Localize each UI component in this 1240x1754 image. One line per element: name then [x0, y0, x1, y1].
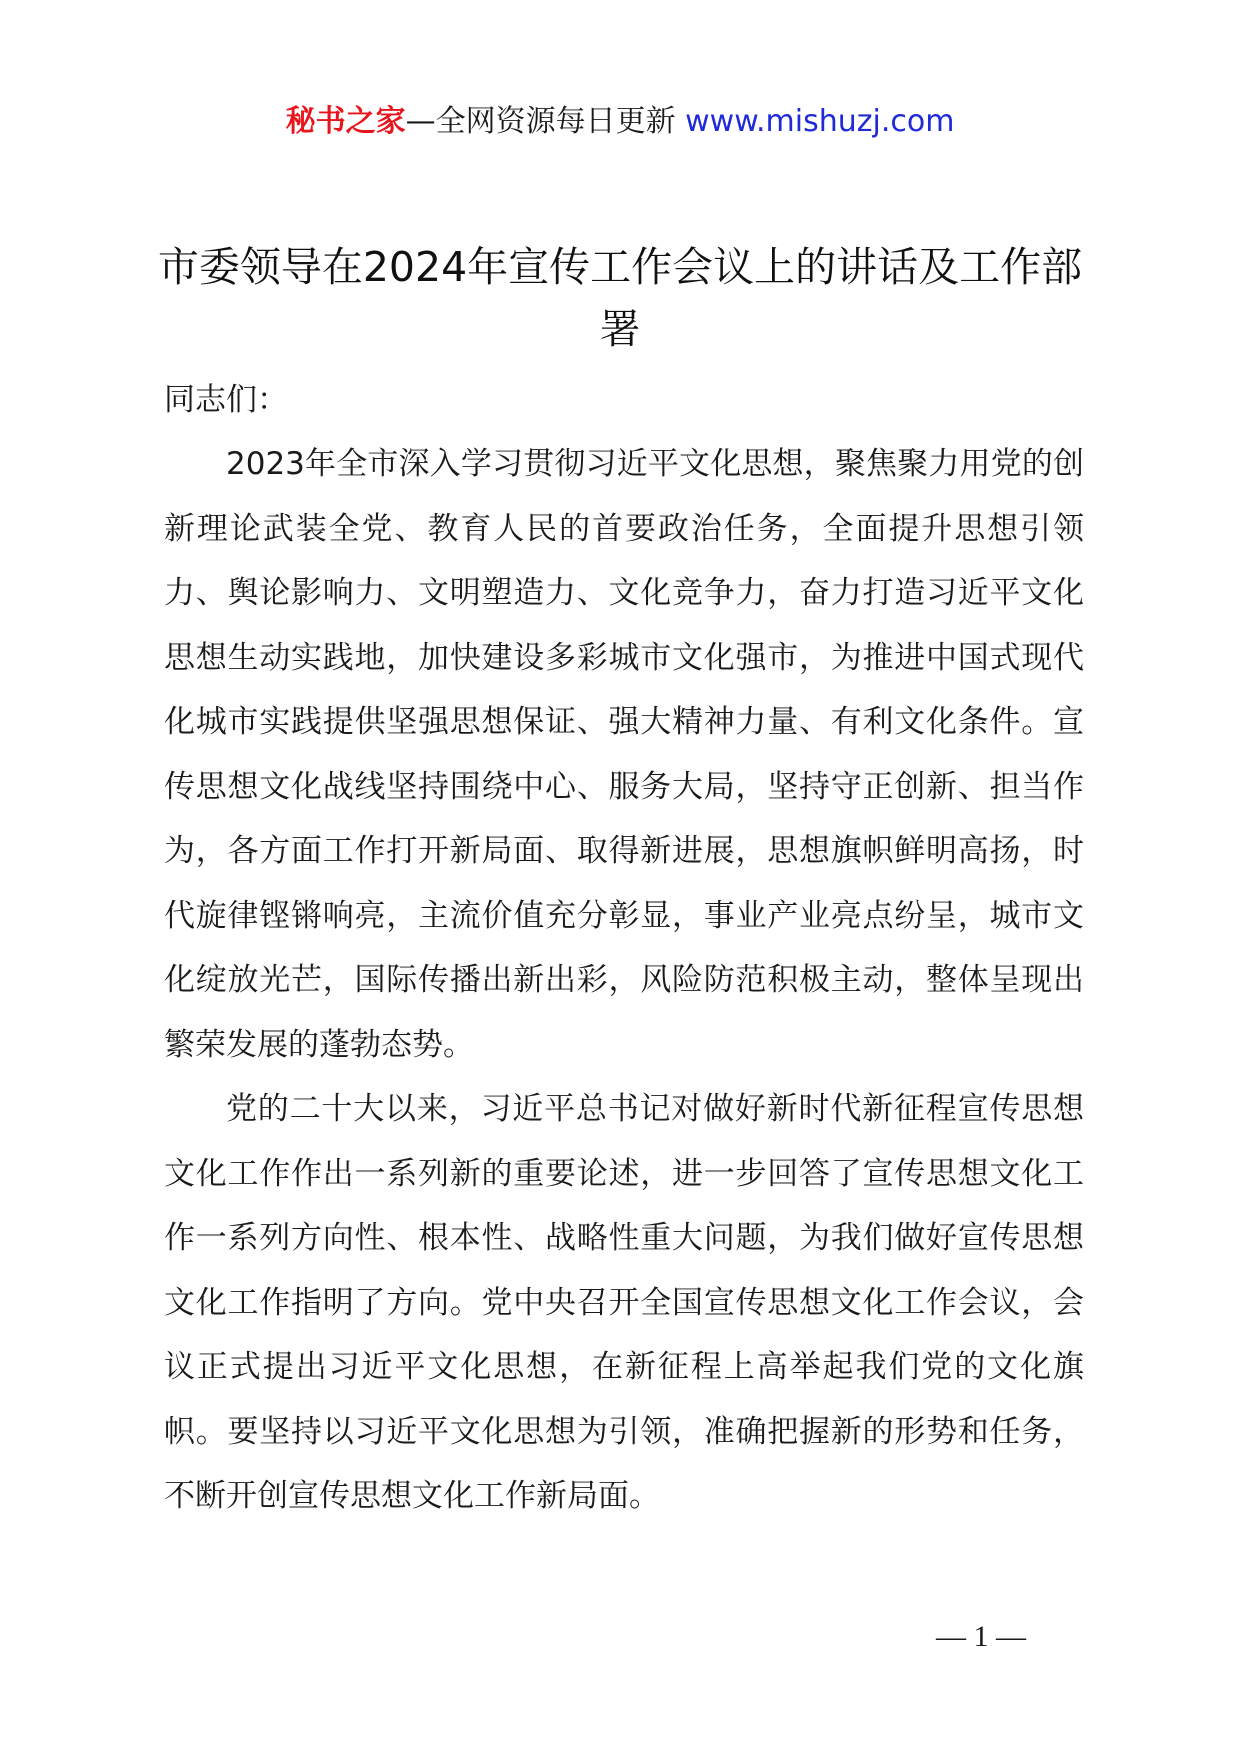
body-paragraph-2: 党的二十大以来，习近平总书记对做好新时代新征程宣传思想文化工作作出一系列新的重要论述，进一步回答了宣传思想文化工作一系列方向性、根本性、战略性重大问题，为我们做好宣传思想文化工作指明了方向。党中央召开全国宣传思想文化工作会议，会议正式提出习近平文化思想，在新征程上高举起我们党的文化旗帜。要坚持以习近平文化思想为引领，准确把握新的形势和任务，不断开创宣传思想文化工作新局面。 — [164, 1091, 1084, 1514]
document-title: 市委领导在2024年宣传工作会议上的讲话及工作部署 — [157, 243, 1083, 353]
site-header — [0, 102, 1240, 142]
brand-name: 秘书之家 — [285, 104, 406, 139]
header-tagline: —全网资源每日更新 — [405, 104, 686, 139]
site-url-link[interactable]: www.mishuzj.com — [685, 104, 955, 139]
body-paragraph-1: 2023年全市深入学习贯彻习近平文化思想，聚焦聚力用党的创新理论武装全党、教育人民的首要政治任务，全面提升思想引领力、舆论影响力、文明塑造力、文化竞争力，奋力打造习近平文化思想生动实践地，加快建设多彩城市文化强市，为推进中国式现代化城市实践提供坚强思想保证、强大精神力量、有利文化条件。宣传思想文化战线坚持围绕中心、服务大局，坚持守正创新、担当作为，各方面工作打开新局面、取得新进展，思想旗帜鲜明高扬，时代旋律铿锵响亮，主流价值充分彰显，事业产业亮点纷呈，城市文化绽放光芒，国际传播出新出彩，风险防范积极主动，整体呈现出繁荣发展的蓬勃态势。 — [164, 446, 1084, 1063]
salutation: 同志们： — [164, 382, 288, 418]
page-number: — 1 — — [936, 1620, 1026, 1653]
